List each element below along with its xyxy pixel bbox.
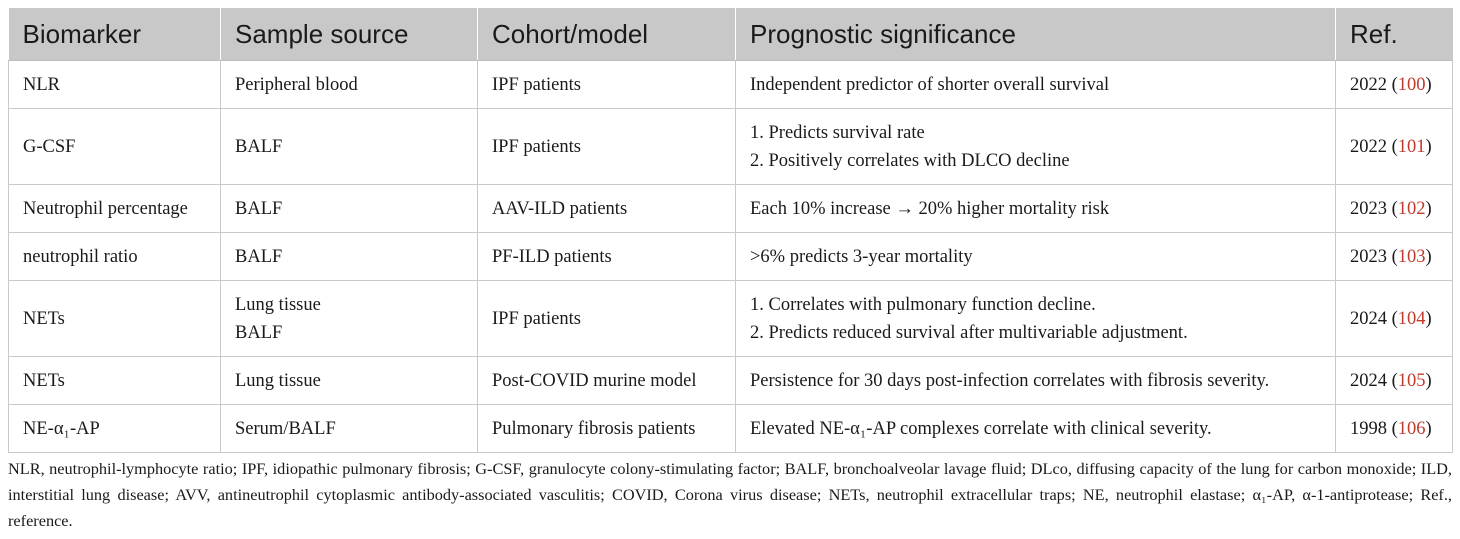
significance-line: Persistence for 30 days post-infection correlates with fibrosis severity. (750, 370, 1270, 391)
biomarker-table (8, 8, 1453, 453)
significance-line: Independent predictor of shorter overall survival (750, 74, 1110, 95)
cell-sample-source (221, 357, 478, 405)
cell-cohort: IPF patients (478, 109, 736, 185)
cell-cohort: IPF patients (478, 281, 736, 357)
table-row (9, 281, 1453, 357)
ref-year: 2024 (1350, 308, 1387, 329)
table-footnote: NLR, neutrophil-lymphocyte ratio; IPF, idiopathic pulmonary fibrosis; G-CSF, granulocyte colony-stimulating factor; BALF, bronchoalveolar lavage fluid; DLco, diffusing capacity of the lung for carbon monoxide; ILD, interstitial lung disease; AVV, antineutrophil cytoplasmic antibody-associated vasculitis; COVID, Corona virus disease; NETs, neutrophil extracellular traps; NE, neutrophil elastase; α₁-AP, α-1-antiprotease; Ref., reference. (8, 459, 1452, 530)
header-prognostic-significance: Prognostic significance (736, 8, 1336, 61)
cell-biomarker: NETs (9, 357, 221, 405)
table-header (9, 8, 1453, 61)
sample-line: Lung tissue (235, 294, 321, 315)
header-row (9, 8, 1453, 61)
cell-significance (736, 109, 1336, 185)
cell-cohort: Post-COVID murine model (478, 357, 736, 405)
cell-cohort: Pulmonary fibrosis patients (478, 405, 736, 453)
sample-line: BALF (235, 322, 283, 343)
cell-ref: 2024 (104) (1336, 281, 1453, 357)
significance-line: >6% predicts 3-year mortality (750, 246, 973, 267)
cell-biomarker: G-CSF (9, 109, 221, 185)
significance-line: Each 10% increase → 20% higher mortality risk (750, 198, 1110, 219)
cell-ref: 2022 (100) (1336, 61, 1453, 109)
cell-cohort: PF-ILD patients (478, 233, 736, 281)
cell-sample-source (221, 185, 478, 233)
significance-line: 1. Predicts survival rate (750, 122, 925, 143)
ref-year: 2022 (1350, 136, 1387, 157)
cell-sample-source (221, 61, 478, 109)
table-row (9, 185, 1453, 233)
header-sample-source: Sample source (221, 8, 478, 61)
ref-link[interactable]: 102 (1397, 198, 1426, 219)
cell-significance (736, 281, 1336, 357)
table-row (9, 405, 1453, 453)
header-ref: Ref. (1336, 8, 1453, 61)
sample-line: Serum/BALF (235, 418, 336, 439)
cell-significance (736, 357, 1336, 405)
cell-ref: 2023 (102) (1336, 185, 1453, 233)
table-body (9, 61, 1453, 453)
significance-line: Elevated NE-α₁-AP complexes correlate with clinical severity. (750, 418, 1212, 439)
ref-link[interactable]: 106 (1397, 418, 1426, 439)
cell-biomarker: NLR (9, 61, 221, 109)
cell-significance (736, 185, 1336, 233)
cell-sample-source (221, 405, 478, 453)
ref-year: 2022 (1350, 74, 1387, 95)
ref-year: 1998 (1350, 418, 1387, 439)
ref-link[interactable]: 101 (1397, 136, 1426, 157)
significance-line: 2. Positively correlates with DLCO decline (750, 150, 1070, 171)
ref-link[interactable]: 104 (1397, 308, 1426, 329)
cell-ref: 1998 (106) (1336, 405, 1453, 453)
ref-link[interactable]: 100 (1397, 74, 1426, 95)
table-row (9, 61, 1453, 109)
cell-significance (736, 61, 1336, 109)
sample-line: Peripheral blood (235, 74, 358, 95)
ref-year: 2023 (1350, 198, 1387, 219)
cell-ref: 2023 (103) (1336, 233, 1453, 281)
cell-biomarker: neutrophil ratio (9, 233, 221, 281)
sample-line: Lung tissue (235, 370, 321, 391)
cell-ref: 2024 (105) (1336, 357, 1453, 405)
header-biomarker: Biomarker (9, 8, 221, 61)
significance-line: 2. Predicts reduced survival after multivariable adjustment. (750, 322, 1188, 343)
ref-year: 2023 (1350, 246, 1387, 267)
cell-sample-source (221, 109, 478, 185)
sample-line: BALF (235, 136, 283, 157)
header-cohort-model: Cohort/model (478, 8, 736, 61)
cell-ref: 2022 (101) (1336, 109, 1453, 185)
ref-link[interactable]: 105 (1397, 370, 1426, 391)
cell-cohort: AAV-ILD patients (478, 185, 736, 233)
cell-biomarker: NETs (9, 281, 221, 357)
cell-sample-source (221, 281, 478, 357)
cell-biomarker: Neutrophil percentage (9, 185, 221, 233)
ref-year: 2024 (1350, 370, 1387, 391)
sample-line: BALF (235, 246, 283, 267)
significance-line: 1. Correlates with pulmonary function decline. (750, 294, 1096, 315)
cell-significance (736, 405, 1336, 453)
table-row (9, 233, 1453, 281)
cell-biomarker: NE-α₁-AP (9, 405, 221, 453)
table-row (9, 357, 1453, 405)
table-row (9, 109, 1453, 185)
sample-line: BALF (235, 198, 283, 219)
ref-link[interactable]: 103 (1397, 246, 1426, 267)
cell-sample-source (221, 233, 478, 281)
cell-cohort: IPF patients (478, 61, 736, 109)
cell-significance (736, 233, 1336, 281)
biomarker-table-container (8, 8, 1452, 453)
